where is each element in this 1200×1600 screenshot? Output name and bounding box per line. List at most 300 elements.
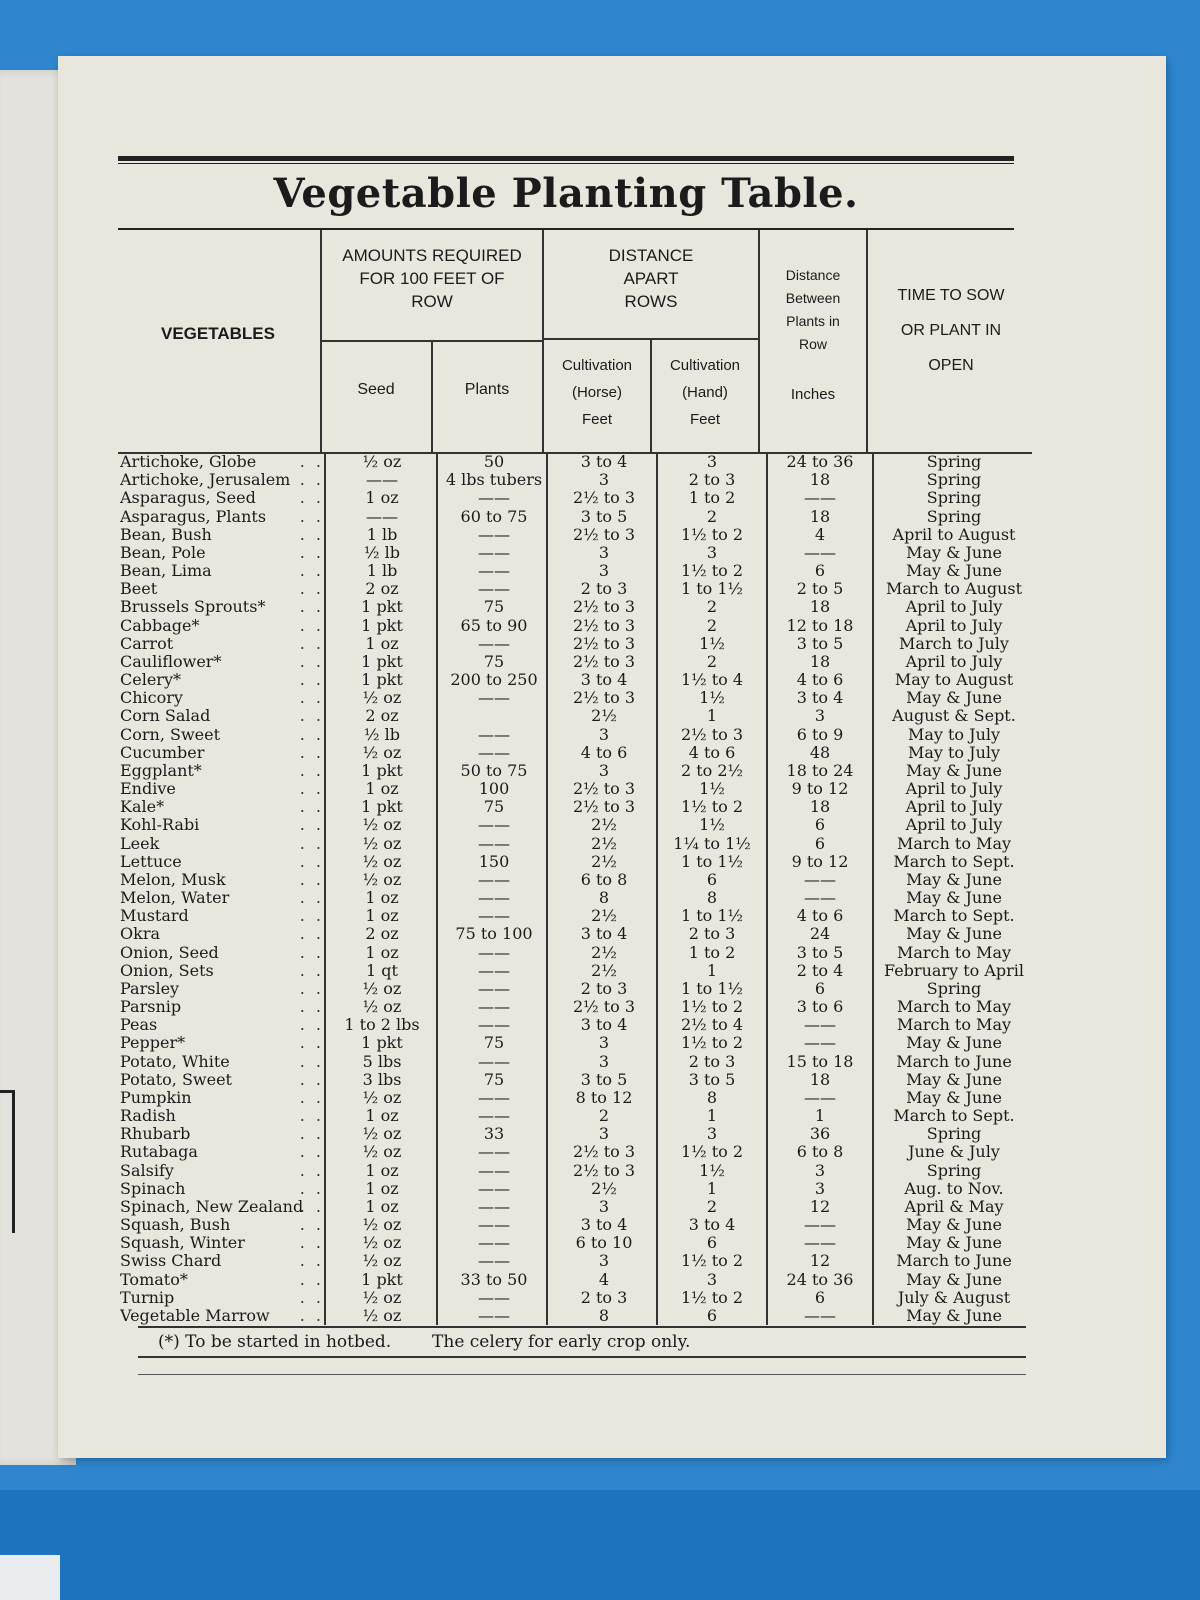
row-horse-cultivation: 2½ to 3 <box>572 780 636 798</box>
row-hand-cultivation: 1½ <box>699 689 725 708</box>
row-seed-amount: 2 oz <box>365 925 399 944</box>
header-hand-line-3: Feet <box>689 411 720 428</box>
row-horse-cultivation: 4 to 6 <box>580 743 628 762</box>
row-seed-amount: ½ oz <box>362 1252 402 1271</box>
row-plants-amount: 50 to 75 <box>460 761 528 780</box>
row-plants-amount: —— <box>478 1052 510 1071</box>
row-hand-cultivation: 1 to 2 <box>688 943 736 962</box>
leader-dots: . . <box>299 1034 324 1053</box>
row-plant-spacing: —— <box>804 1216 836 1234</box>
row-sowing-time: May & June <box>906 1270 1002 1289</box>
row-hand-cultivation: 1 to 1½ <box>680 907 744 926</box>
background-corner <box>0 1555 60 1600</box>
row-plant-spacing: 18 <box>809 798 831 817</box>
row-seed-amount: 5 lbs <box>362 1052 402 1071</box>
row-vegetable-name: Spinach, New Zealand <box>120 1197 304 1216</box>
row-plant-spacing: —— <box>804 489 836 508</box>
row-sowing-time: April & May <box>904 1197 1004 1216</box>
header-rule-amounts <box>320 340 542 342</box>
row-plant-spacing: 24 to 36 <box>786 453 854 471</box>
row-plants-amount: —— <box>478 1306 510 1325</box>
row-vegetable-name: Turnip <box>120 1288 175 1307</box>
row-hand-cultivation: 2 to 3 <box>688 925 736 944</box>
leader-dots: . . <box>299 725 324 744</box>
row-plants-amount: —— <box>478 1252 510 1271</box>
row-seed-amount: ½ oz <box>362 689 402 708</box>
row-horse-cultivation: 3 <box>598 1252 610 1271</box>
row-seed-amount: 1 oz <box>365 1107 399 1125</box>
header-amounts <box>322 244 542 313</box>
row-horse-cultivation: 3 to 4 <box>580 453 628 471</box>
row-seed-amount: ½ oz <box>362 453 402 471</box>
row-hand-cultivation: 2 to 3 <box>688 471 736 490</box>
row-sowing-time: March to June <box>896 1252 1012 1271</box>
row-sowing-time: May & June <box>906 870 1002 889</box>
row-plants-amount: —— <box>478 634 510 653</box>
leader-dots: . . <box>299 652 324 671</box>
row-plants-amount: 50 <box>483 453 505 471</box>
row-vegetable-name: Onion, Sets <box>120 961 214 980</box>
header-distance-line-1: DISTANCE <box>608 246 694 265</box>
header-horse-line-3: Feet <box>581 411 612 428</box>
row-seed-amount: 1 lb <box>366 525 398 544</box>
row-hand-cultivation: 1½ to 4 <box>680 671 744 689</box>
row-vegetable-name: Lettuce <box>120 852 182 871</box>
row-plant-spacing: 6 <box>814 1288 826 1307</box>
row-hand-cultivation: 2 to 2½ <box>680 761 744 780</box>
row-vegetable-name: Bean, Bush <box>120 525 212 544</box>
row-hand-cultivation: 1½ <box>699 1161 725 1180</box>
row-plant-spacing: —— <box>804 1016 836 1035</box>
row-hand-cultivation: 3 to 4 <box>688 1216 736 1234</box>
row-hand-cultivation: 1 <box>706 1179 718 1198</box>
row-horse-cultivation: 3 <box>598 1197 610 1216</box>
row-sowing-time: February to April <box>883 961 1025 980</box>
row-sowing-time: March to Sept. <box>893 1107 1015 1125</box>
leader-dots: . . <box>299 1070 324 1089</box>
row-sowing-time: May & June <box>906 1034 1002 1053</box>
row-horse-cultivation: 4 <box>598 1270 610 1289</box>
row-seed-amount: ½ oz <box>362 1088 402 1107</box>
leader-dots: . . <box>299 1143 324 1162</box>
table-row <box>118 871 1032 889</box>
row-vegetable-name: Spinach <box>120 1179 186 1198</box>
row-vegetable-name: Peas <box>120 1016 158 1035</box>
row-vegetable-name: Cauliflower* <box>120 652 222 671</box>
row-horse-cultivation: 3 to 4 <box>580 671 628 689</box>
row-plant-spacing: 48 <box>809 743 831 762</box>
row-plants-amount: —— <box>478 1107 510 1125</box>
leader-dots: . . <box>299 580 324 599</box>
leader-dots: . . <box>299 925 324 944</box>
row-horse-cultivation: 2½ <box>591 834 617 853</box>
row-hand-cultivation: 1 <box>706 1107 718 1125</box>
table-row <box>118 1271 1032 1289</box>
row-plants-amount: —— <box>478 907 510 926</box>
row-vegetable-name: Endive <box>120 780 176 798</box>
row-vegetable-name: Swiss Chard <box>120 1252 222 1271</box>
row-seed-amount: 3 lbs <box>362 1070 402 1089</box>
row-sowing-time: May & June <box>906 1216 1002 1234</box>
row-plant-spacing: 3 <box>814 1179 826 1198</box>
row-vegetable-name: Asparagus, Seed <box>120 489 256 508</box>
leader-dots: . . <box>299 979 324 998</box>
row-horse-cultivation: 2½ <box>591 707 617 726</box>
leader-dots: . . <box>299 852 324 871</box>
row-hand-cultivation: 2 <box>706 616 718 635</box>
row-sowing-time: May & June <box>906 1088 1002 1107</box>
row-seed-amount: 1 oz <box>365 634 399 653</box>
footnote-hotbed: To be started in hotbed. <box>185 1332 392 1352</box>
row-sowing-time: May & June <box>906 1070 1002 1089</box>
row-plants-amount: 75 <box>483 1034 505 1053</box>
table-row <box>118 1125 1032 1143</box>
header-time-line-3: OPEN <box>928 357 974 374</box>
row-vegetable-name: Salsify <box>120 1161 174 1180</box>
row-seed-amount: ½ oz <box>362 979 402 998</box>
row-plants-amount: —— <box>478 943 510 962</box>
header-time-line-1: TIME TO SOW <box>897 287 1005 304</box>
row-vegetable-name: Squash, Bush <box>120 1216 231 1234</box>
row-seed-amount: ½ lb <box>364 543 400 562</box>
header-distance-line-3: ROWS <box>624 292 678 311</box>
row-seed-amount: 1 oz <box>365 1161 399 1180</box>
row-plant-spacing: 4 to 6 <box>796 671 844 689</box>
row-seed-amount: ½ oz <box>362 852 402 871</box>
row-plant-spacing: 18 <box>809 598 831 617</box>
row-hand-cultivation: 6 <box>706 870 718 889</box>
row-horse-cultivation: 3 to 4 <box>580 1216 628 1234</box>
table-row <box>118 962 1032 980</box>
row-plants-amount: —— <box>478 998 510 1016</box>
row-vegetable-name: Melon, Musk <box>120 870 226 889</box>
table-row <box>118 998 1032 1016</box>
leader-dots: . . <box>299 1234 324 1253</box>
row-sowing-time: May to July <box>907 743 1001 762</box>
row-hand-cultivation: 1¼ to 1½ <box>673 834 751 853</box>
footnote <box>158 1332 978 1356</box>
row-plants-amount: —— <box>478 489 510 508</box>
row-vegetable-name: Corn Salad <box>120 707 211 726</box>
row-hand-cultivation: 1 <box>706 961 718 980</box>
row-hand-cultivation: 1½ to 2 <box>680 1034 744 1053</box>
leader-dots: . . <box>299 1216 324 1234</box>
row-vegetable-name: Pumpkin <box>120 1088 192 1107</box>
row-horse-cultivation: 8 <box>598 1306 610 1325</box>
row-plants-amount: —— <box>478 1288 510 1307</box>
row-vegetable-name: Bean, Lima <box>120 562 212 580</box>
row-horse-cultivation: 2½ to 3 <box>572 1143 636 1162</box>
table-row <box>118 1307 1032 1325</box>
row-plants-amount: —— <box>478 580 510 599</box>
leader-dots: . . <box>299 943 324 962</box>
row-plant-spacing: 6 to 9 <box>796 725 844 744</box>
row-hand-cultivation: 1½ to 2 <box>680 798 744 817</box>
leader-dots: . . <box>299 798 324 817</box>
header-between-plants <box>760 264 866 356</box>
background-bottom <box>0 1490 1200 1600</box>
row-hand-cultivation: 1½ to 2 <box>680 1288 744 1307</box>
row-sowing-time: March to May <box>896 943 1012 962</box>
row-sowing-time: March to June <box>896 1052 1012 1071</box>
row-hand-cultivation: 1½ to 2 <box>680 525 744 544</box>
leader-dots: . . <box>299 1088 324 1107</box>
row-plant-spacing: —— <box>804 1306 836 1325</box>
header-horse-line-1: Cultivation <box>561 357 633 374</box>
row-hand-cultivation: 1 to 2 <box>688 489 736 508</box>
row-seed-amount: 1 pkt <box>361 761 403 780</box>
row-seed-amount: 1 oz <box>365 1179 399 1198</box>
table-row <box>118 1180 1032 1198</box>
row-sowing-time: April to July <box>905 816 1003 835</box>
row-horse-cultivation: 2½ to 3 <box>572 689 636 708</box>
header-hand <box>652 352 758 433</box>
row-hand-cultivation: 8 <box>706 889 718 907</box>
row-plants-amount: —— <box>478 1088 510 1107</box>
row-plant-spacing: 3 to 4 <box>796 689 844 708</box>
row-horse-cultivation: 3 <box>598 761 610 780</box>
table-row <box>118 1216 1032 1234</box>
row-sowing-time: April to July <box>905 616 1003 635</box>
row-sowing-time: April to July <box>905 598 1003 617</box>
row-seed-amount: 2 oz <box>365 580 399 599</box>
row-plant-spacing: 9 to 12 <box>791 852 849 871</box>
footnote-mark: (*) <box>158 1332 180 1352</box>
leader-dots: . . <box>299 1288 324 1307</box>
row-plants-amount: —— <box>478 1179 510 1198</box>
leader-dots: . . <box>299 616 324 635</box>
leader-dots: . . <box>299 961 324 980</box>
row-seed-amount: ½ lb <box>364 725 400 744</box>
row-vegetable-name: Radish <box>120 1107 176 1125</box>
row-seed-amount: ½ oz <box>362 1125 402 1144</box>
table-row <box>118 907 1032 925</box>
row-seed-amount: 1 qt <box>366 961 398 980</box>
leader-dots: . . <box>299 870 324 889</box>
row-plants-amount: 75 to 100 <box>455 925 533 944</box>
row-plants-amount: —— <box>478 562 510 580</box>
row-plants-amount: 33 to 50 <box>460 1270 528 1289</box>
row-sowing-time: August & Sept. <box>892 707 1016 726</box>
header-plants: Plants <box>464 381 510 398</box>
row-vegetable-name: Parsnip <box>120 998 182 1016</box>
row-sowing-time: June & July <box>908 1143 1000 1162</box>
planting-table-body <box>118 453 1032 1325</box>
row-seed-amount: 1 oz <box>365 489 399 508</box>
table-row <box>118 889 1032 907</box>
row-plants-amount: 75 <box>483 798 505 817</box>
row-plants-amount: —— <box>478 961 510 980</box>
row-vegetable-name: Bean, Pole <box>120 543 206 562</box>
leader-dots: . . <box>299 1161 324 1180</box>
row-sowing-time: March to May <box>896 834 1012 853</box>
row-seed-amount: 1 oz <box>365 1197 399 1216</box>
row-hand-cultivation: 2 to 3 <box>688 1052 736 1071</box>
header-hand-line-1: Cultivation <box>669 357 741 374</box>
header-between-line-1: Distance <box>785 267 841 283</box>
row-vegetable-name: Vegetable Marrow <box>120 1306 270 1325</box>
header-time <box>868 278 1034 383</box>
row-seed-amount: ½ oz <box>362 1306 402 1325</box>
table-bottom-rule <box>138 1326 1026 1328</box>
row-hand-cultivation: 2 <box>706 652 718 671</box>
row-horse-cultivation: 3 <box>598 1052 610 1071</box>
row-vegetable-name: Rhubarb <box>120 1125 191 1144</box>
table-row <box>118 489 1032 507</box>
row-seed-amount: 1 lb <box>366 562 398 580</box>
table-row <box>118 707 1032 725</box>
leader-dots: . . <box>299 780 324 798</box>
row-plants-amount: —— <box>478 979 510 998</box>
row-vegetable-name: Corn, Sweet <box>120 725 221 744</box>
table-row <box>118 1107 1032 1125</box>
row-plants-amount: —— <box>478 816 510 835</box>
row-plant-spacing: 2 to 5 <box>796 580 844 599</box>
row-plant-spacing: 18 <box>809 1070 831 1089</box>
row-horse-cultivation: 3 <box>598 725 610 744</box>
row-horse-cultivation: 2½ to 3 <box>572 489 636 508</box>
row-sowing-time: May to August <box>894 671 1014 689</box>
row-horse-cultivation: 3 to 5 <box>580 1070 628 1089</box>
leader-dots: . . <box>299 1016 324 1035</box>
leader-dots: . . <box>299 1107 324 1125</box>
header-vegetables: VEGETABLES <box>161 324 275 343</box>
row-hand-cultivation: 3 <box>706 453 718 471</box>
row-plant-spacing: —— <box>804 543 836 562</box>
row-plant-spacing: 6 <box>814 834 826 853</box>
row-horse-cultivation: 8 to 12 <box>575 1088 633 1107</box>
row-sowing-time: April to July <box>905 798 1003 817</box>
header-horse-line-2: (Horse) <box>571 384 622 401</box>
row-seed-amount: ½ oz <box>362 1234 402 1253</box>
header-inches: Inches <box>790 386 836 403</box>
header-amounts-line-1: AMOUNTS REQUIRED <box>342 246 522 265</box>
table-row <box>118 671 1032 689</box>
header-seed: Seed <box>357 381 395 398</box>
row-plant-spacing: 3 <box>814 707 826 726</box>
row-plants-amount: —— <box>478 543 510 562</box>
row-hand-cultivation: 1 to 1½ <box>680 580 744 599</box>
row-seed-amount: 2 oz <box>365 707 399 726</box>
footnote-celery: The celery for early crop only. <box>432 1332 691 1352</box>
row-hand-cultivation: 6 <box>706 1306 718 1325</box>
row-seed-amount: 1 pkt <box>361 1270 403 1289</box>
leader-dots: . . <box>299 1179 324 1198</box>
table-row <box>118 526 1032 544</box>
row-plants-amount: —— <box>478 870 510 889</box>
row-seed-amount: 1 oz <box>365 907 399 926</box>
row-vegetable-name: Brussels Sprouts* <box>120 598 266 617</box>
row-vegetable-name: Tomato* <box>120 1270 188 1289</box>
row-plants-amount: —— <box>478 1161 510 1180</box>
row-plants-amount: —— <box>478 1216 510 1234</box>
row-horse-cultivation: 2½ to 3 <box>572 652 636 671</box>
row-vegetable-name: Kohl-Rabi <box>120 816 200 835</box>
row-seed-amount: ½ oz <box>362 834 402 853</box>
header-amounts-line-2: FOR 100 FEET OF <box>359 269 505 288</box>
header-time-line-2: OR PLANT IN <box>900 322 1002 339</box>
leader-dots: . . <box>299 1270 324 1289</box>
row-plant-spacing: 3 <box>814 1161 826 1180</box>
row-hand-cultivation: 2 <box>706 1197 718 1216</box>
row-horse-cultivation: 2½ <box>591 816 617 835</box>
row-sowing-time: Spring <box>926 453 982 471</box>
table-row <box>118 617 1032 635</box>
row-horse-cultivation: 2½ <box>591 852 617 871</box>
row-plant-spacing: —— <box>804 889 836 907</box>
row-horse-cultivation: 2½ <box>591 961 617 980</box>
row-plant-spacing: —— <box>804 1088 836 1107</box>
row-seed-amount: 1 pkt <box>361 671 403 689</box>
row-hand-cultivation: 2 <box>706 507 718 526</box>
row-plants-amount: 200 to 250 <box>450 671 538 689</box>
row-plant-spacing: 9 to 12 <box>791 780 849 798</box>
row-horse-cultivation: 2½ to 3 <box>572 616 636 635</box>
row-plant-spacing: 12 <box>809 1252 831 1271</box>
row-plants-amount: 150 <box>478 852 510 871</box>
leader-dots: . . <box>299 562 324 580</box>
table-row <box>118 1162 1032 1180</box>
table-row <box>118 744 1032 762</box>
row-plants-amount: 75 <box>483 652 505 671</box>
row-vegetable-name: Mustard <box>120 907 189 926</box>
row-vegetable-name: Eggplant* <box>120 761 202 780</box>
row-horse-cultivation: 2 <box>598 1107 610 1125</box>
row-horse-cultivation: 3 <box>598 1125 610 1144</box>
table-row <box>118 1198 1032 1216</box>
leader-dots: . . <box>299 1197 324 1216</box>
leader-dots: . . <box>299 489 324 508</box>
row-plant-spacing: 6 to 8 <box>796 1143 844 1162</box>
header-between-line-3: Plants in <box>786 313 840 329</box>
leader-dots: . . <box>299 743 324 762</box>
row-hand-cultivation: 1 <box>706 707 718 726</box>
row-horse-cultivation: 2½ to 3 <box>572 525 636 544</box>
row-sowing-time: Spring <box>926 507 982 526</box>
row-sowing-time: May & June <box>906 543 1002 562</box>
table-row <box>118 1034 1032 1052</box>
row-plants-amount: 33 <box>483 1125 505 1144</box>
leader-dots: . . <box>299 689 324 708</box>
row-seed-amount: 1 pkt <box>361 798 403 817</box>
leader-dots: . . <box>299 634 324 653</box>
row-vegetable-name: Potato, White <box>120 1052 230 1071</box>
row-hand-cultivation: 2 <box>706 598 718 617</box>
row-vegetable-name: Celery* <box>120 671 181 689</box>
header-between-line-2: Between <box>785 290 841 306</box>
row-vegetable-name: Artichoke, Globe <box>120 453 257 471</box>
row-plant-spacing: 3 to 5 <box>796 943 844 962</box>
row-hand-cultivation: 3 <box>706 543 718 562</box>
row-sowing-time: May & June <box>906 562 1002 580</box>
row-sowing-time: Spring <box>926 1125 982 1144</box>
table-row <box>118 1053 1032 1071</box>
page-title: Vegetable Planting Table. <box>273 170 859 217</box>
row-sowing-time: March to May <box>896 1016 1012 1035</box>
leader-dots: . . <box>299 816 324 835</box>
row-horse-cultivation: 2½ to 3 <box>572 998 636 1016</box>
table-row <box>118 816 1032 834</box>
row-seed-amount: ½ oz <box>362 743 402 762</box>
row-plant-spacing: 2 to 4 <box>796 961 844 980</box>
table-row <box>118 635 1032 653</box>
leader-dots: . . <box>299 543 324 562</box>
row-seed-amount: ½ oz <box>362 816 402 835</box>
row-seed-amount: ½ oz <box>362 1216 402 1234</box>
row-plants-amount: 60 to 75 <box>460 507 528 526</box>
leader-dots: . . <box>299 998 324 1016</box>
row-seed-amount: 1 pkt <box>361 616 403 635</box>
